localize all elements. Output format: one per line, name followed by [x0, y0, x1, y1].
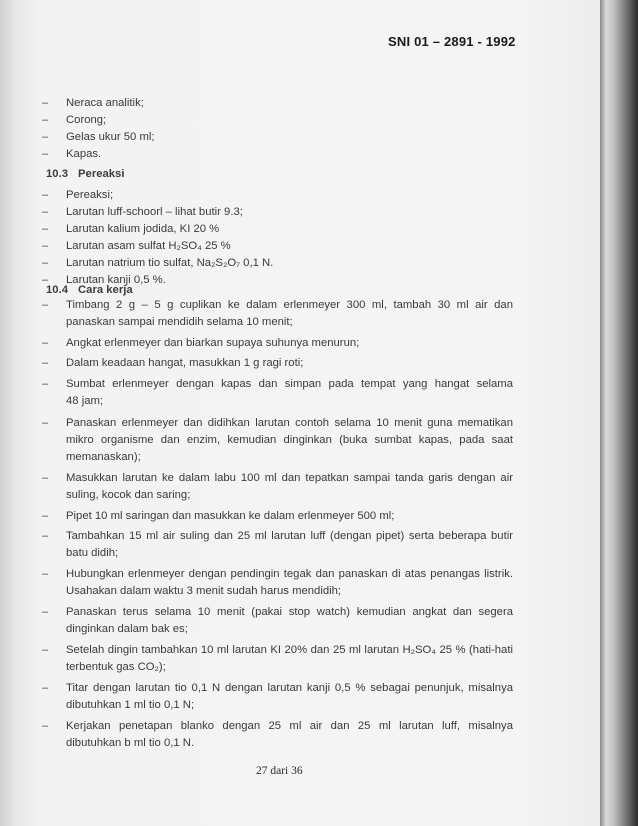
section-number: 10.3 — [46, 168, 68, 180]
list-dash: – — [42, 357, 49, 369]
page-header-standard-number: SNI 01 – 2891 - 1992 — [388, 34, 516, 49]
step-line: mikro organisme dan enzim, kemudian dinginkan (buka sumbat kapas, pada saat — [66, 434, 513, 446]
list-dash: – — [42, 337, 49, 349]
list-dash: – — [42, 274, 49, 286]
list-dash: – — [42, 240, 49, 252]
step-line: Titar dengan larutan tio 0,1 N dengan larutan kanji 0,5 % sebagai penunjuk, misalnya — [66, 682, 513, 694]
list-item: Larutan natrium tio sulfat, Na₂S₂O₇ 0,1 N. — [66, 257, 274, 269]
step-line: 48 jam; — [66, 395, 104, 407]
step-line: Kerjakan penetapan blanko dengan 25 ml air dan 25 ml larutan luff, misalnya — [66, 720, 513, 732]
step-line: suling, kocok dan saring; — [66, 489, 191, 501]
list-dash: – — [42, 257, 49, 269]
step-line: terbentuk gas CO₂); — [66, 661, 166, 673]
book-spine-edge — [600, 0, 638, 826]
list-dash: – — [42, 682, 49, 694]
list-dash: – — [42, 97, 49, 109]
list-dash: – — [42, 720, 49, 732]
list-dash: – — [42, 530, 49, 542]
step-line: Tambahkan 15 ml air suling dan 25 ml larutan luff (dengan pipet) serta beberapa butir — [66, 530, 513, 542]
step-line: Pipet 10 ml saringan dan masukkan ke dalam erlenmeyer 500 ml; — [66, 510, 395, 522]
step-line: Timbang 2 g – 5 g cuplikan ke dalam erlenmeyer 300 ml, tambah 30 ml air dan — [66, 299, 513, 311]
list-dash: – — [42, 131, 49, 143]
step-line: Sumbat erlenmeyer dengan kapas dan simpan pada tempat yang hangat selama — [66, 378, 513, 390]
step-line: dinginkan dalam bak es; — [66, 623, 188, 635]
list-dash: – — [42, 206, 49, 218]
section-title: Pereaksi — [78, 168, 125, 180]
list-dash: – — [42, 223, 49, 235]
step-line: Usahakan dalam waktu 3 menit sudah harus mendidih; — [66, 585, 342, 597]
page-number-footer: 27 dari 36 — [256, 765, 303, 777]
list-dash: – — [42, 148, 49, 160]
step-line: Setelah dingin tambahkan 10 ml larutan KI 20% dan 25 ml larutan H₂SO₄ 25 % (hati-hati — [66, 644, 513, 656]
list-dash: – — [42, 378, 49, 390]
list-item: Kapas. — [66, 148, 102, 160]
list-item: Larutan luff-schoorl – lihat butir 9.3; — [66, 206, 243, 218]
list-dash: – — [42, 606, 49, 618]
list-item: Neraca analitik; — [66, 97, 144, 109]
list-dash: – — [42, 114, 49, 126]
list-dash: – — [42, 189, 49, 201]
step-line: memanaskan); — [66, 451, 141, 463]
step-line: Panaskan terus selama 10 menit (pakai stop watch) kemudian angkat dan segera — [66, 606, 513, 618]
step-line: Panaskan erlenmeyer dan didihkan larutan contoh selama 10 menit guna mematikan — [66, 417, 513, 429]
list-dash: – — [42, 417, 49, 429]
list-item: Larutan asam sulfat H₂SO₄ 25 % — [66, 240, 231, 252]
list-dash: – — [42, 510, 49, 522]
list-item: Corong; — [66, 114, 107, 126]
step-line: dibutuhkan b ml tio 0,1 N. — [66, 737, 195, 749]
list-dash: – — [42, 568, 49, 580]
step-line: dibutuhkan 1 ml tio 0,1 N; — [66, 699, 195, 711]
step-line: Masukkan larutan ke dalam labu 100 ml dan tepatkan sampai tanda garis dengan air — [66, 472, 513, 484]
list-dash: – — [42, 299, 49, 311]
section-title: Cara kerja — [78, 284, 133, 296]
list-dash: – — [42, 644, 49, 656]
step-line: batu didih; — [66, 547, 119, 559]
list-item: Gelas ukur 50 ml; — [66, 131, 155, 143]
list-item: Larutan kanji 0,5 %. — [66, 274, 166, 286]
list-dash: – — [42, 472, 49, 484]
list-item: Pereaksi; — [66, 189, 114, 201]
step-line: Hubungkan erlenmeyer dengan pendingin tegak dan panaskan di atas penangas listrik. — [66, 568, 513, 580]
section-number: 10.4 — [46, 284, 68, 296]
step-line: Dalam keadaan hangat, masukkan 1 g ragi roti; — [66, 357, 304, 369]
step-line: panaskan sampai mendidih selama 10 menit; — [66, 316, 293, 328]
list-item: Larutan kalium jodida, KI 20 % — [66, 223, 220, 235]
step-line: Angkat erlenmeyer dan biarkan supaya suhunya menurun; — [66, 337, 360, 349]
